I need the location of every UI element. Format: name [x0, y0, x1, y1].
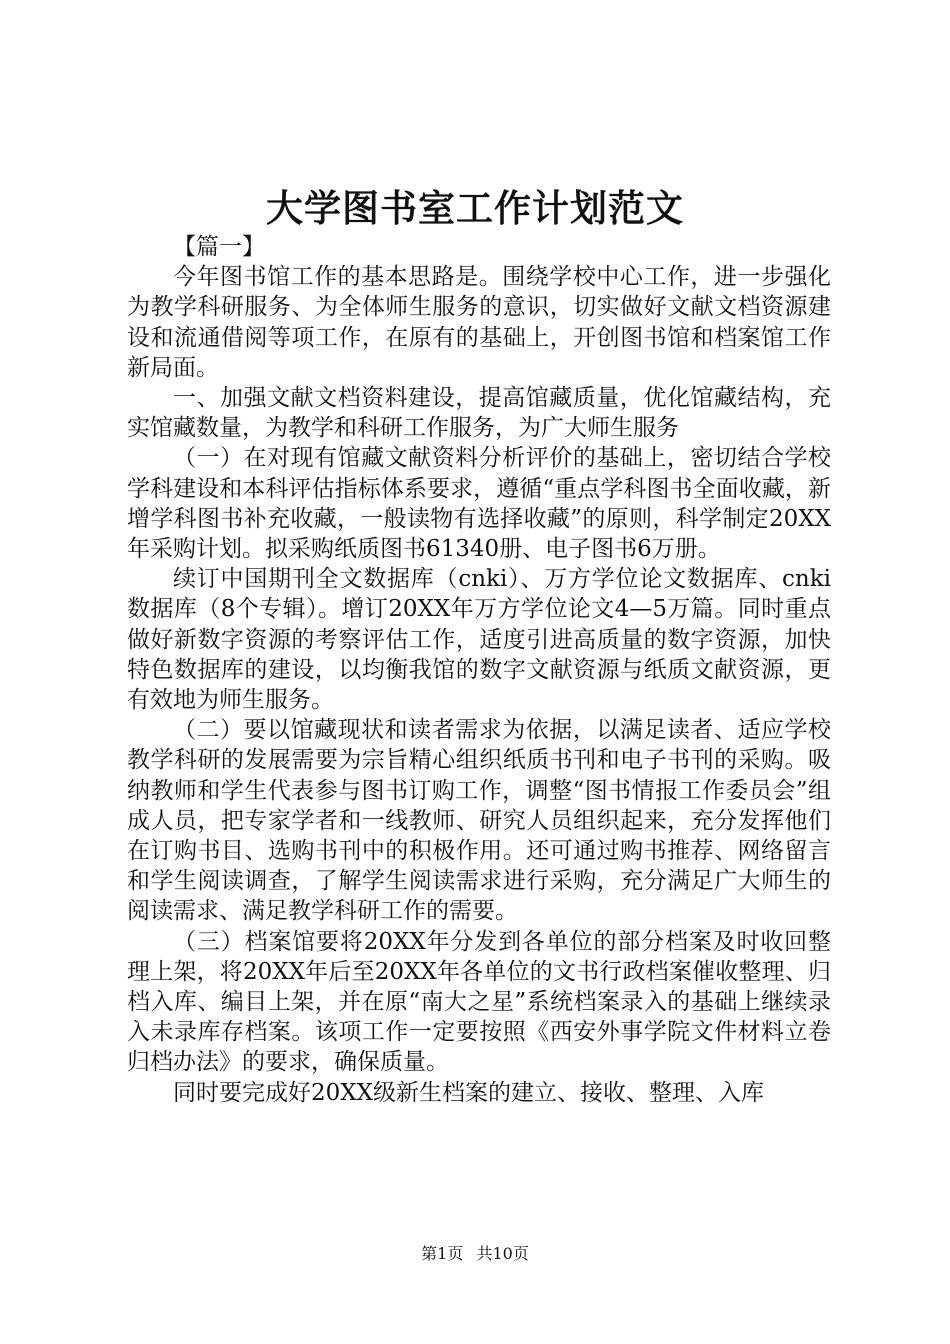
- paragraph-subscriptions: 续订中国期刊全文数据库（cnki）、万方学位论文数据库、cnki数据库（8个专辑）。增订20XX年万方学位论文4—5万篇。同时重点做好新数字资源的考察评估工作，适度引进高质量的数字资源，加快特色数据库的建设，以均衡我馆的数字文献资源与纸质文献资源，更有效地为师生服务。: [127, 566, 831, 714]
- paragraph-subitem-2: （二）要以馆藏现状和读者需求为依据，以满足读者、适应学校教学科研的发展需要为宗旨精心组织纸质书刊和电子书刊的采购。吸纳教师和学生代表参与图书订购工作，调整“图书情报工作委员会”组成人员，把专家学者和一线教师、研究人员组织起来，充分发挥他们在订购书目、选购书刊中的积极作用。还可通过购书推荐、网络留言和学生阅读调查，了解学生阅读需求进行采购，充分满足广大师生的阅读需求、满足教学科研工作的需要。: [127, 717, 831, 925]
- page-number: 第1页: [421, 1244, 464, 1263]
- paragraph-subitem-3: （三）档案馆要将20XX年分发到各单位的部分档案及时收回整理上架，将20XX年后至20XX年各单位的文书行政档案催收整理、归档入库、编目上架，并在原“南大之星”系统档案录入的基础上继续录入未录库存档案。该项工作一定要按照《西安外事学院文件材料立卷归档办法》的要求，确保质量。: [127, 928, 831, 1076]
- page-total: 共10页: [476, 1244, 529, 1263]
- document-body: [127, 232, 831, 1108]
- paragraph-subitem-1: （一）在对现有馆藏文献资料分析评价的基础上，密切结合学校学科建设和本科评估指标体系要求，遵循“重点学科图书全面收藏，新增学科图书补充收藏，一般读物有选择收藏”的原则，科学制定20XX年采购计划。拟采购纸质图书61340册、电子图书6万册。: [127, 445, 831, 563]
- page-footer: [0, 1243, 950, 1265]
- paragraph-new-student-archives: 同时要完成好20XX级新生档案的建立、接收、整理、入库: [173, 1079, 765, 1106]
- paragraph-item-1: 一、加强文献文档资料建设，提高馆藏质量，优化馆藏结构，充实馆藏数量，为教学和科研工作服务，为广大师生服务: [127, 385, 831, 442]
- section-heading: 【篇一】: [173, 234, 265, 260]
- paragraph-intro: 今年图书馆工作的基本思路是。围绕学校中心工作，进一步强化为教学科研服务、为全体师生服务的意识，切实做好文献文档资源建设和流通借阅等项工作，在原有的基础上，开创图书馆和档案馆工作新局面。: [127, 264, 831, 381]
- document-title: 大学图书室工作计划范文: [266, 186, 684, 230]
